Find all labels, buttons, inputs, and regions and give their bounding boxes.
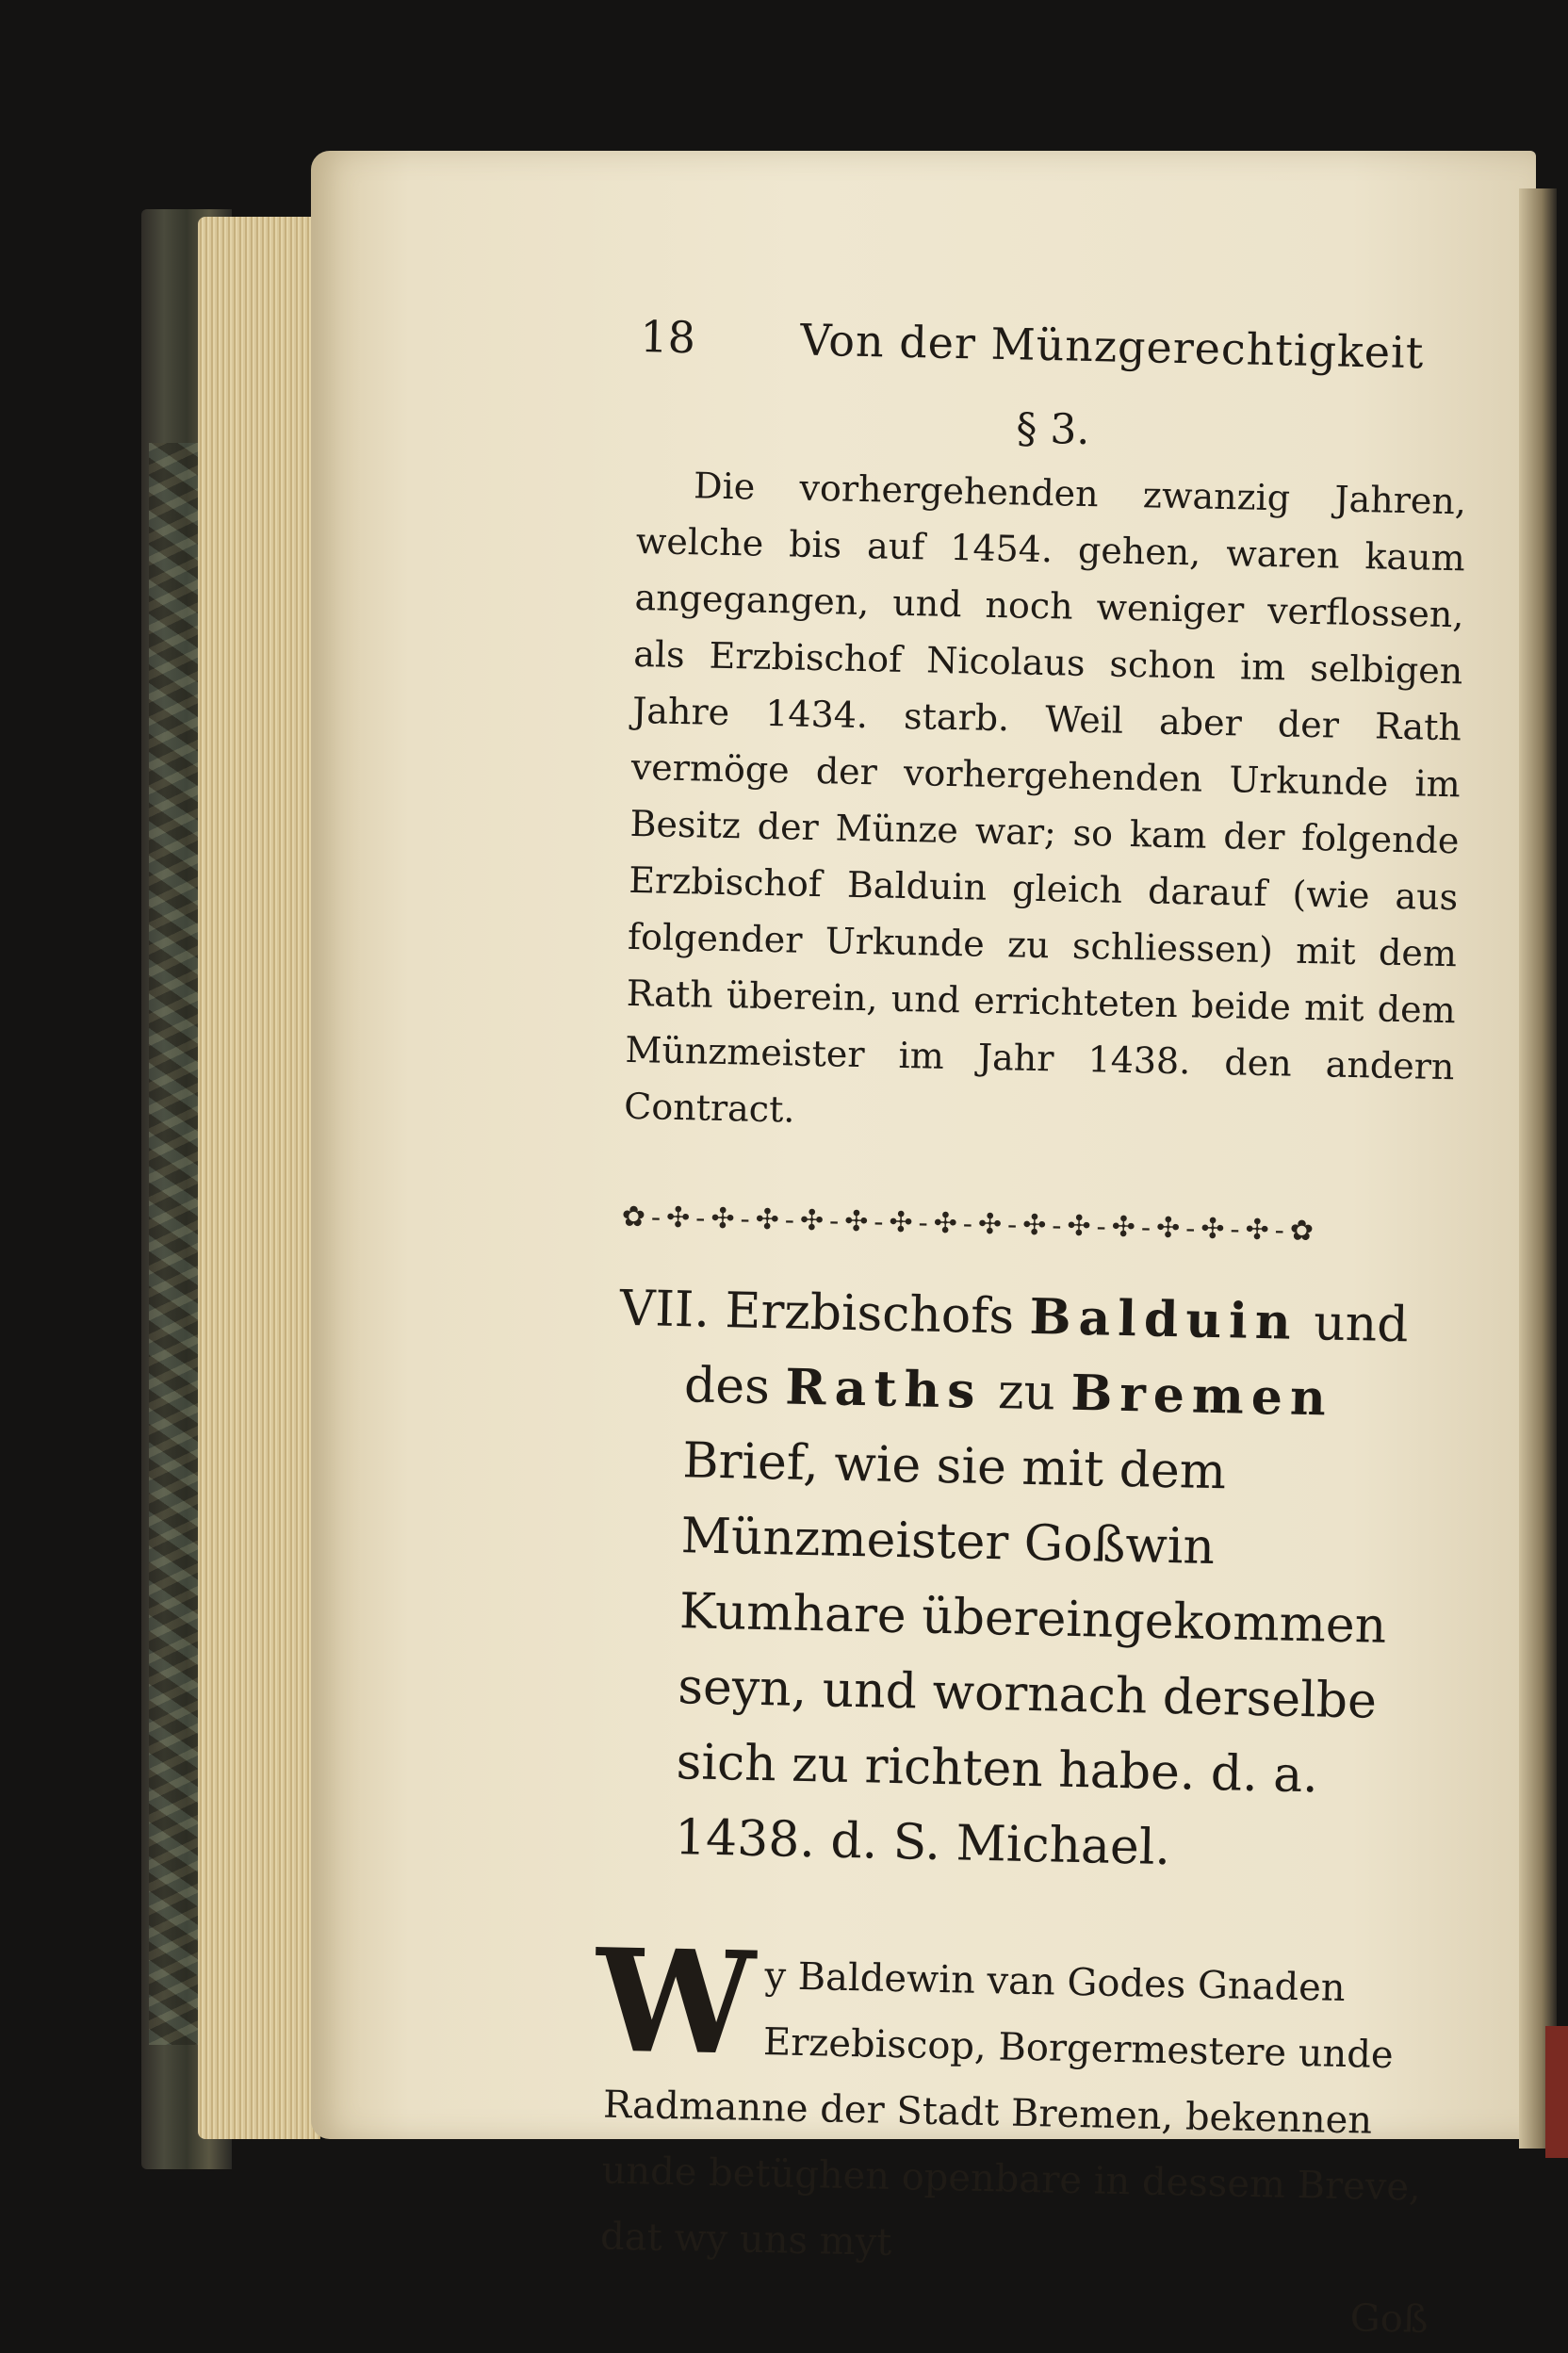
title-name: Bremen bbox=[1070, 1364, 1334, 1428]
body-paragraph: Die vorhergehenden zwanzig Jahren, welche bis auf 1454. gehen, waren kaum angegangen, und noch weniger verflossen, als Erzbischof Nicolaus schon im selbigen Jahre 1434. starb. Weil aber der Rath vermöge der vorhergehenden Urkunde im Besitz der Münze war; so kam der folgende Erzbischof Balduin gleich darauf (wie aus folgender Urkunde zu schliessen) mit dem Rath überein, und errichteten beide mit dem Münzmeister im Jahr 1438. den andern Contract. bbox=[623, 465, 1467, 1131]
catchword: Goß bbox=[1349, 2296, 1429, 2342]
title-part: zu bbox=[997, 1364, 1056, 1422]
ornamental-divider: ✿-✣-✣-✣-✣-✣-✣-✣-✣-✣-✣-✣-✣-✣-✣-✿ bbox=[621, 1200, 1320, 1249]
title-part: Erzbischofs bbox=[724, 1283, 1015, 1346]
page-text bbox=[594, 311, 1470, 2353]
drop-initial: W bbox=[594, 1918, 757, 2087]
page-number: 18 bbox=[639, 311, 696, 364]
letter-body: y Baldewin van Godes Gnaden Erzebiscop, Borgermestere unde Radmanne der Stadt Bremen, bekennen unde betüghen openbare in dessem Breve, dat wy uns myt bbox=[599, 1954, 1422, 2265]
title-numeral: VII. bbox=[619, 1280, 710, 1339]
title-part: Brief, wie sie mit dem Münzmeister Goßwin Kumhare übereingekommen seyn, und wornach derselbe sich zu richten habe. d. a. 1438. d. S. Michael. bbox=[674, 1432, 1387, 1877]
title-name: Balduin bbox=[1029, 1287, 1299, 1351]
title-name: Raths bbox=[784, 1358, 984, 1420]
ribbon-edge bbox=[1545, 2026, 1568, 2158]
section-heading: § 3. bbox=[1015, 404, 1090, 454]
page-stack-edge bbox=[198, 217, 320, 2139]
letter-text bbox=[594, 1918, 1435, 2287]
book-gutter bbox=[1519, 188, 1557, 2149]
title-part: und des bbox=[683, 1295, 1410, 1416]
document-title bbox=[608, 1271, 1449, 1891]
running-head: Von der Münzgerechtigkeit bbox=[799, 314, 1425, 379]
